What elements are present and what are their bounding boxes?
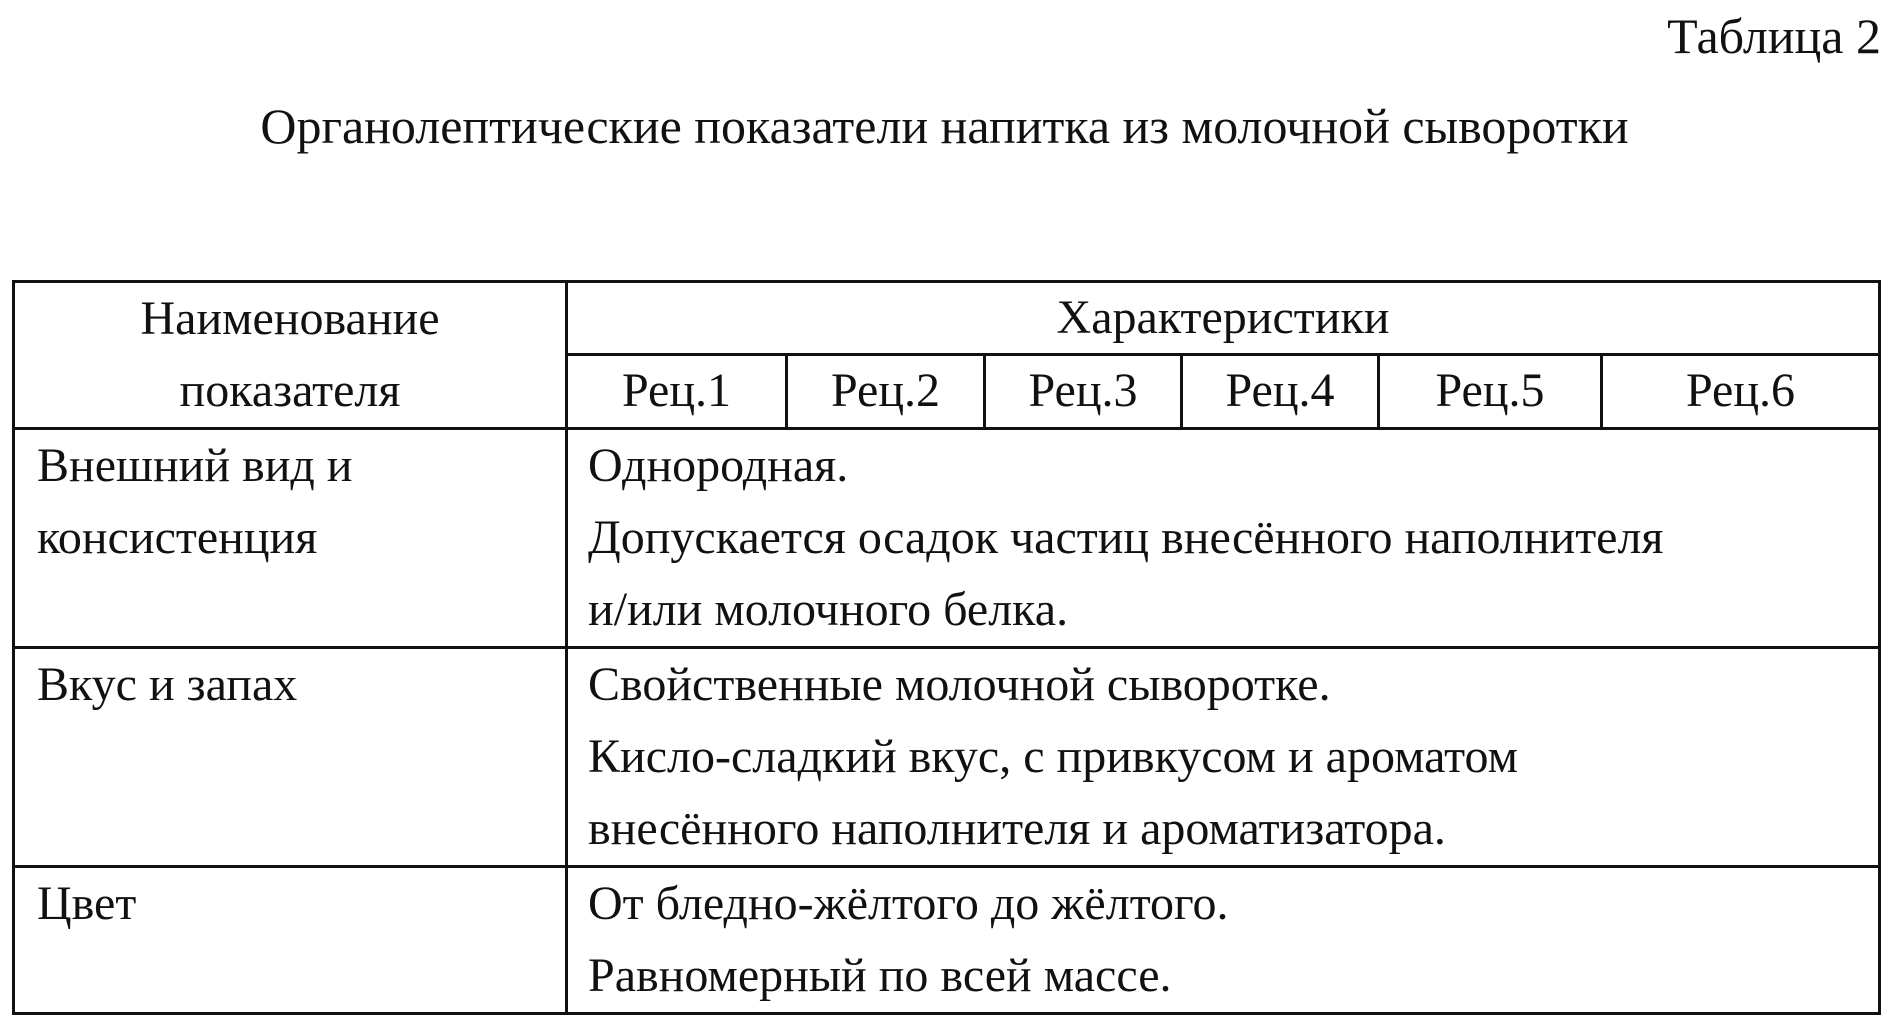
row-description-line: Свойственные молочной сыворотке. (588, 658, 1331, 711)
table-title: Органолептические показатели напитка из молочной сыворотки (260, 98, 1629, 154)
row-description-line: Однородная. (588, 439, 849, 492)
organoleptic-table (12, 280, 1881, 1015)
header-recipe-5: Рец.5 (1379, 354, 1602, 428)
table-row (14, 429, 1880, 648)
row-description-line: Кисло-сладкий вкус, с привкусом и ароматом (588, 730, 1518, 783)
header-row-1 (14, 282, 1880, 355)
row-description (567, 648, 1880, 867)
row-name-line: Внешний вид и (37, 439, 353, 492)
header-recipe-3: Рец.3 (985, 354, 1182, 428)
table-row (14, 648, 1880, 867)
row-description-line: Равномерный по всей массе. (588, 949, 1172, 1002)
table-row (14, 867, 1880, 1014)
row-name-line: Цвет (37, 877, 137, 930)
header-recipe-1: Рец.1 (567, 354, 787, 428)
header-recipe-2: Рец.2 (787, 354, 985, 428)
row-description-line: Допускается осадок частиц внесённого наполнителя (588, 511, 1664, 564)
row-description-line: и/или молочного белка. (588, 583, 1069, 636)
row-description-line: внесённого наполнителя и ароматизатора. (588, 802, 1446, 855)
header-indicator-name (14, 282, 567, 429)
row-name-line: консистенция (37, 511, 318, 564)
row-description-line: От бледно-жёлтого до жёлтого. (588, 877, 1229, 930)
header-indicator-line: Наименование (140, 292, 440, 345)
row-description (567, 429, 1880, 648)
header-recipe-4: Рец.4 (1182, 354, 1379, 428)
header-recipe-6: Рец.6 (1602, 354, 1880, 428)
row-indicator-name (14, 429, 567, 648)
row-description (567, 867, 1880, 1014)
row-indicator-name (14, 867, 567, 1014)
row-indicator-name (14, 648, 567, 867)
row-name-line: Вкус и запах (37, 658, 298, 711)
header-characteristics: Характеристики (567, 282, 1880, 355)
header-indicator-line: показателя (179, 364, 401, 417)
table-number: Таблица 2 (1667, 8, 1881, 64)
